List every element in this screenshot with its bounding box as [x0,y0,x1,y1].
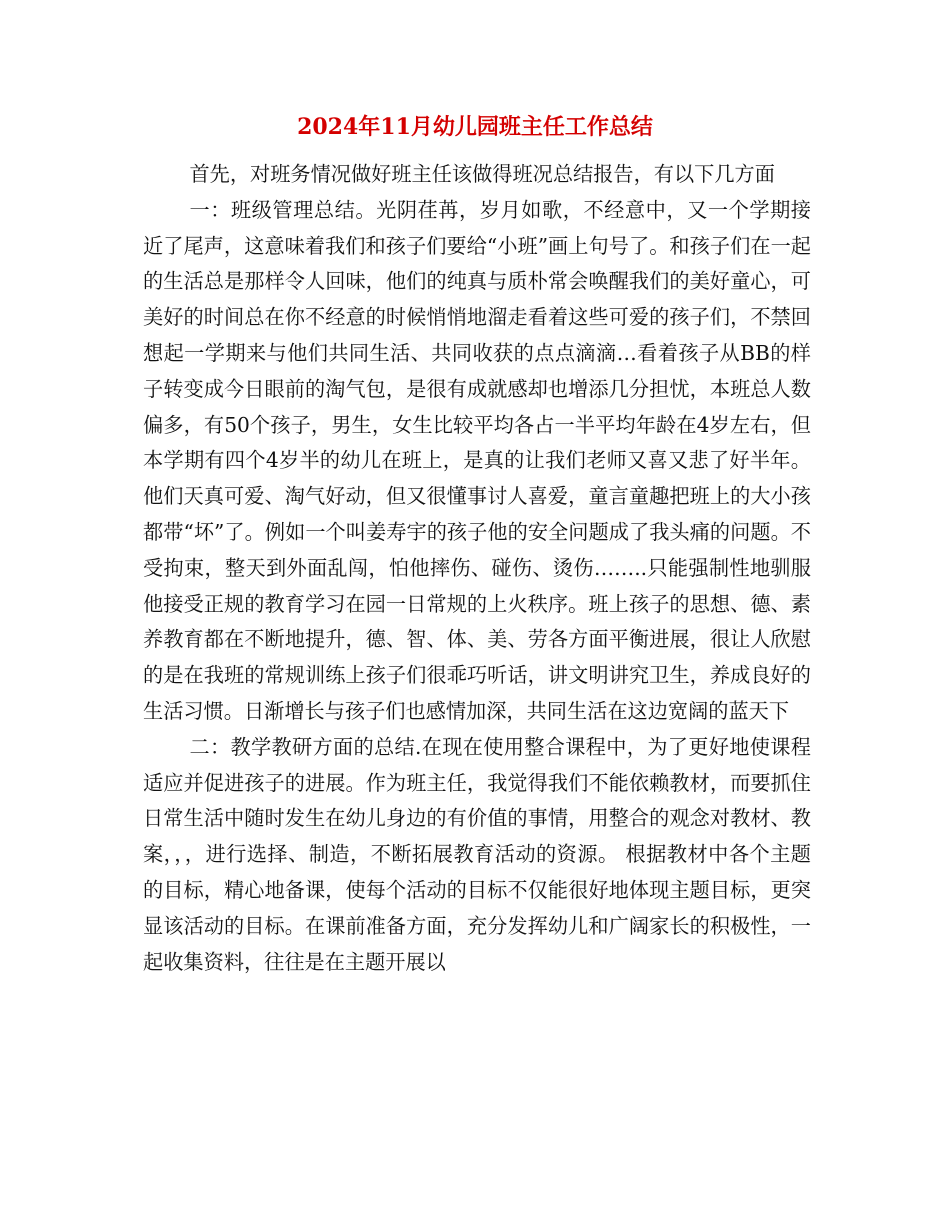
document-body [143,157,811,980]
paragraph-class-management: 一：班级管理总结。光阴荏苒，岁月如歌，不经意中，又一个学期接近了尾声，这意味着我们和孩子们要给“小班”画上句号了。和孩子们在一起的生活总是那样令人回味，他们的纯真与质朴常会唤醒我们的美好童心，可美好的时间总在你不经意的时候悄悄地溜走看着这些可爱的孩子们，不禁回想起一学期来与他们共同生活、共同收获的点点滴滴…看着孩子从BB的样子转变成今日眼前的淘气包，是很有成就感却也增添几分担忧，本班总人数偏多，有50个孩子，男生，女生比较平均各占一半平均年龄在4岁左右，但本学期有四个4岁半的幼儿在班上，是真的让我们老师又喜又悲了好半年。他们天真可爱、淘气好动，但又很懂事讨人喜爱，童言童趣把班上的大小孩都带“坏”了。例如一个叫姜寿宇的孩子他的安全问题成了我头痛的问题。不受拘束，整天到外面乱闯，怕他摔伤、碰伤、烫伤……..只能强制性地驯服他接受正规的教育学习在园一日常规的上火秩序。班上孩子的思想、德、素养教育都在不断地提升，德、智、体、美、劳各方面平衡进展，很让人欣慰的是在我班的常规训练上孩子们很乖巧听话，讲文明讲究卫生，养成良好的生活习惯。日渐增长与孩子们也感情加深，共同生活在这边宽阔的蓝天下 [143,197,811,723]
paragraph-intro: 首先，对班务情况做好班主任该做得班况总结报告，有以下几方面 [189,162,775,186]
document-title: 2024年11月幼儿园班主任工作总结 [297,114,653,140]
paragraph-teaching-research: 二：教学教研方面的总结.在现在使用整合课程中，为了更好地使课程适应并促进孩子的进展。作为班主任，我觉得我们不能依赖教材，而要抓住日常生活中随时发生在幼儿身边的有价值的事情，用整合的观念对教材、教案，，，进行选择、制造，不断拓展教育活动的资源。 根据教材中各个主题的目标，精心地备课，使每个活动的目标不仅能很好地体现主题目标，更突显该活动的目标。在课前准备方面，充分发挥幼儿和广阔家长的积极性，一起收集资料，往往是在主题开展以 [143,734,811,974]
